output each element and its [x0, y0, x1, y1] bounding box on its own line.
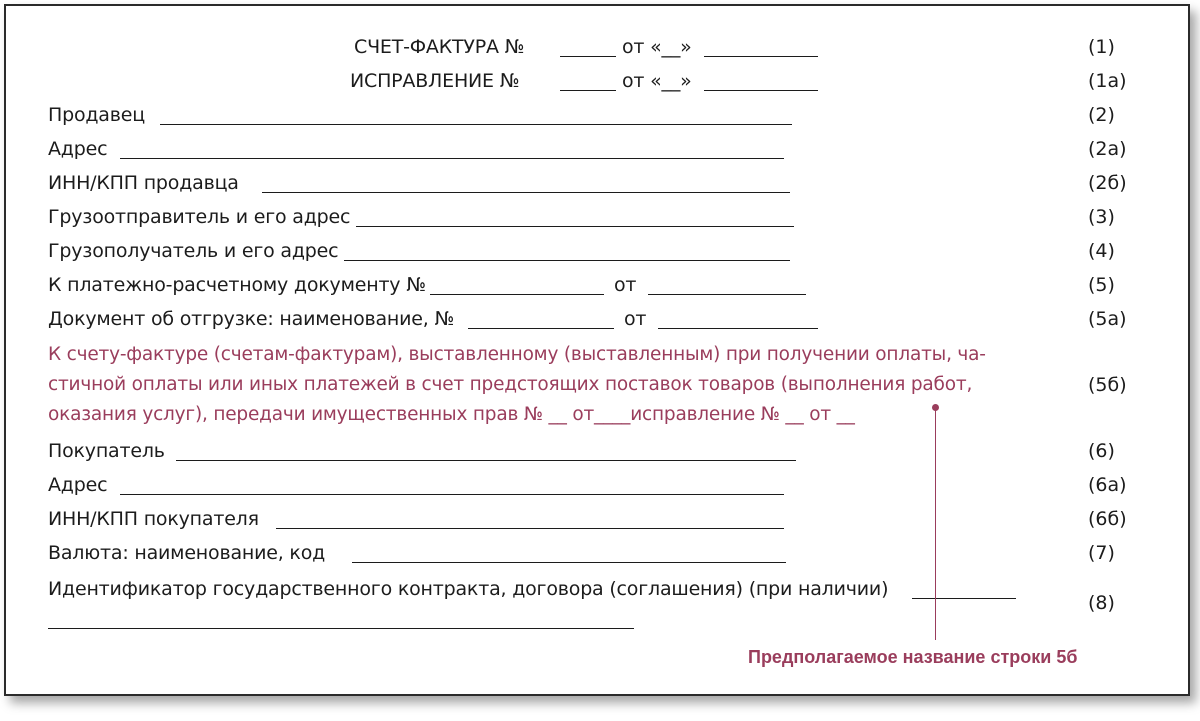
payment-doc-label: К платежно-расчетному документу №: [48, 274, 426, 296]
payment-doc-number-field: [430, 294, 604, 295]
currency-field: [352, 562, 786, 563]
correction-number-field: [560, 90, 616, 91]
code-6a: (6а): [1088, 474, 1127, 496]
code-4: (4): [1088, 240, 1115, 262]
code-2: (2): [1088, 104, 1115, 126]
shipment-doc-date-field: [658, 328, 818, 329]
invoice-title: СЧЕТ-ФАКТУРА №: [354, 36, 525, 58]
shipper-label: Грузоотправитель и его адрес: [48, 206, 351, 228]
code-5a: (5а): [1088, 308, 1127, 330]
consignee-field: [344, 260, 790, 261]
invoice-number-field: [560, 56, 616, 57]
contract-id-field-1: [912, 598, 1016, 599]
seller-field: [160, 124, 792, 125]
annotation-leader-line: [935, 408, 936, 640]
consignee-label: Грузополучатель и его адрес: [48, 240, 339, 262]
buyer-inn-label: ИНН/КПП покупателя: [48, 508, 259, 530]
buyer-label: Покупатель: [48, 440, 165, 462]
code-5: (5): [1088, 274, 1115, 296]
seller-label: Продавец: [48, 104, 145, 126]
code-2b: (2б): [1088, 172, 1127, 194]
shipment-doc-label: Документ об отгрузке: наименование, №: [48, 308, 455, 330]
row5b-line1: К счету-фактуре (счетам-фактурам), выставленному (выставленным) при получении оплаты, ча-: [48, 344, 986, 365]
code-2a: (2а): [1088, 138, 1127, 160]
correction-title: ИСПРАВЛЕНИЕ №: [350, 70, 520, 92]
code-8: (8): [1088, 592, 1115, 614]
buyer-field: [176, 460, 796, 461]
row5b-line2: стичной оплаты или иных платежей в счет предстоящих поставок товаров (выполнения работ,: [48, 374, 973, 395]
shipper-field: [356, 226, 794, 227]
buyer-address-field: [120, 494, 784, 495]
shipment-doc-number-field: [468, 328, 614, 329]
row5b-line3: оказания услуг), передачи имущественных прав № __ от____исправление № __ от __: [48, 404, 855, 425]
invoice-date-field: [704, 56, 818, 57]
code-1a: (1а): [1088, 70, 1127, 92]
shipment-doc-date-label: от: [624, 308, 647, 330]
payment-doc-date-field: [648, 294, 806, 295]
contract-id-field-2: [48, 628, 634, 629]
code-7: (7): [1088, 542, 1115, 564]
correction-date-label: от «__»: [622, 70, 692, 92]
invoice-date-label: от «__»: [622, 36, 692, 58]
seller-inn-field: [262, 192, 790, 193]
seller-inn-label: ИНН/КПП продавца: [48, 172, 239, 194]
currency-label: Валюта: наименование, код: [48, 542, 326, 564]
payment-doc-date-label: от: [614, 274, 637, 296]
seller-address-label: Адрес: [48, 138, 108, 160]
correction-date-field: [704, 90, 818, 91]
code-6b: (6б): [1088, 508, 1127, 530]
code-3: (3): [1088, 206, 1115, 228]
buyer-inn-field: [276, 528, 784, 529]
code-5b: (5б): [1088, 374, 1127, 396]
buyer-address-label: Адрес: [48, 474, 108, 496]
seller-address-field: [120, 158, 784, 159]
code-1: (1): [1088, 36, 1115, 58]
annotation-label: Предполагаемое название строки 5б: [748, 647, 1078, 667]
contract-id-label: Идентификатор государственного контракта, договора (соглашения) (при наличии): [48, 578, 889, 600]
code-6: (6): [1088, 440, 1115, 462]
